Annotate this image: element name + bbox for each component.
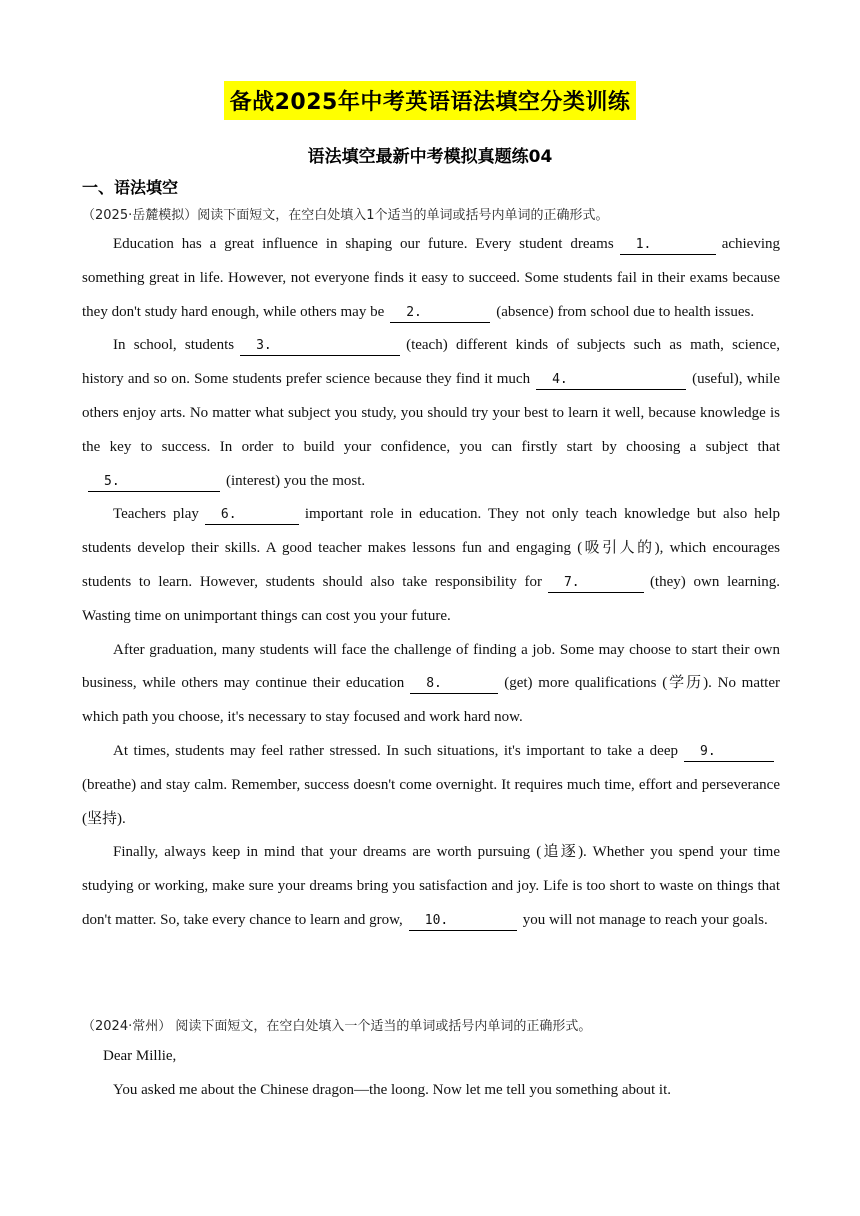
paragraph-5	[82, 735, 780, 836]
blank-4[interactable]: 4.	[536, 372, 686, 390]
source-note-1: （2025·岳麓模拟）阅读下面短文，在空白处填入1个适当的单词或括号内单词的正确形式。	[82, 208, 609, 223]
blank-9[interactable]: 9.	[684, 744, 774, 762]
title-wrapper	[0, 81, 860, 120]
text-span: (get) more qualifications (学历). No matter which path you choose, it's necessary to stay focused and work hard now.	[82, 675, 780, 726]
blank-1[interactable]: 1.	[620, 237, 716, 255]
section-heading: 一、语法填空	[82, 178, 179, 197]
text-span: After graduation, many students will face the challenge of finding a job. Some may choose to start their own business, while others may continue their education	[82, 641, 780, 692]
text-span: (teach) different kinds of subjects such as math, science, history and so on. Some students prefer science because they find it much	[82, 337, 780, 388]
text-span: (breathe) and stay calm. Remember, success doesn't come overnight. It requires much time, effort and perseverance (坚持).	[82, 776, 780, 827]
text-span: At times, students may feel rather stressed. In such situations, it's important to take a deep	[113, 742, 678, 759]
page-subtitle: 语法填空最新中考模拟真题练04	[307, 147, 553, 167]
source-note-2: （2024·常州） 阅读下面短文，在空白处填入一个适当的单词或括号内单词的正确形式。	[82, 1019, 592, 1034]
letter-passage	[82, 1040, 780, 1108]
text-span: you will not manage to reach your goals.	[522, 911, 768, 928]
letter-line-1: You asked me about the Chinese dragon—the loong. Now let me tell you something about it.	[113, 1081, 671, 1098]
blank-7[interactable]: 7.	[548, 575, 644, 593]
text-span: (they) own learning. Wasting time on unimportant things can cost you your future.	[82, 573, 780, 624]
blank-10[interactable]: 10.	[409, 913, 517, 931]
paragraph-3	[82, 498, 780, 633]
blank-5[interactable]: 5.	[88, 474, 220, 492]
paragraph-2	[82, 329, 780, 498]
paragraph-6	[82, 836, 780, 937]
passage-1	[82, 228, 780, 938]
text-span: Education has a great influence in shaping our future. Every student dreams	[113, 236, 614, 252]
text-span: Teachers play	[113, 506, 199, 523]
text-span: Finally, always keep in mind that your dreams are worth pursuing (追逐). Whether you spend your time studying or working, make sure your dreams bring you satisfaction and joy. Life is too short to waste on things that don't matter. So, take every chance to learn and grow,	[82, 844, 780, 928]
page-title: 备战2025年中考英语语法填空分类训练	[224, 81, 637, 120]
blank-3[interactable]: 3.	[240, 338, 400, 356]
text-span: In school, students	[113, 337, 235, 354]
text-span: (useful), while others enjoy arts. No matter what subject you study, you should try your best to learn it well, because knowledge is the key to success. In order to build your confidence, you can firstly start by choosing a subject that	[82, 371, 780, 455]
blank-6[interactable]: 6.	[205, 507, 299, 525]
text-span: important role in education. They not only teach knowledge but also help students develop their skills. A good teacher makes lessons fun and engaging (吸引人的), which encourages students to learn. However, students should also take responsibility for	[82, 506, 780, 590]
paragraph-1	[82, 228, 780, 329]
text-span: (absence) from school due to health issues.	[496, 303, 755, 320]
paragraph-4	[82, 634, 780, 735]
text-span: achieving something great in life. However, not everyone finds it easy to succeed. Some students fail in their exams because they don't study hard enough, while others may be	[82, 236, 780, 320]
blank-8[interactable]: 8.	[410, 676, 498, 694]
blank-2[interactable]: 2.	[390, 305, 490, 323]
letter-greeting: Dear Millie,	[103, 1048, 177, 1064]
text-span: (interest) you the most.	[226, 472, 366, 489]
